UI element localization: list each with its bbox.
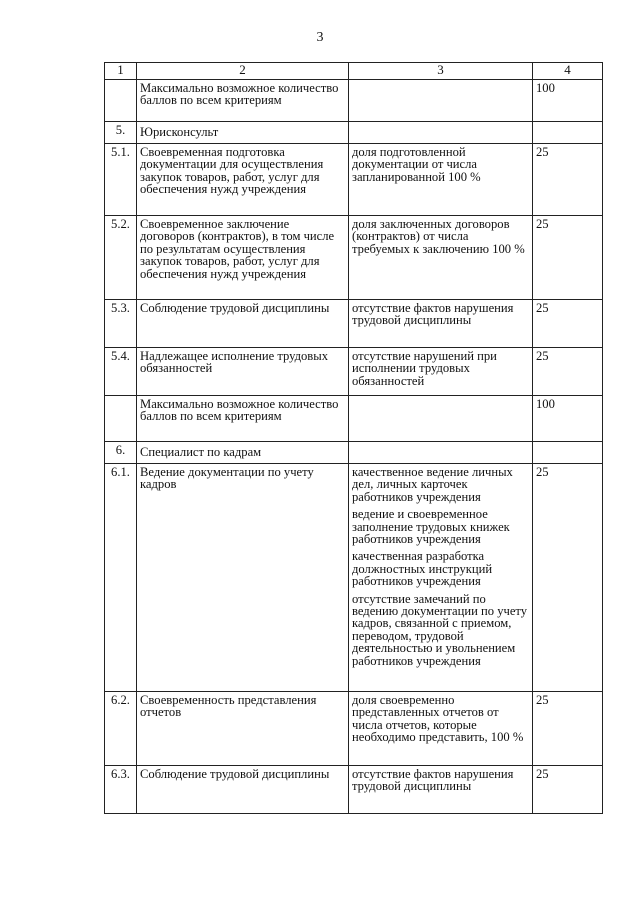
table-row xyxy=(105,442,603,464)
table-row xyxy=(105,766,603,814)
table-row xyxy=(105,144,603,216)
row-score: 25 xyxy=(533,766,603,814)
row-score: 100 xyxy=(533,80,603,122)
criterion-text: отсутствие замечаний по ведению документации по учету кадров, связанной с приемом, переводом, трудовой деятельностью и увольнением работников учреждения xyxy=(352,591,528,668)
page-number: 3 xyxy=(316,30,324,45)
row-indicator: Своевременное заключение договоров (контрактов), в том числе по результатам осуществления закупок товаров, работ, услуг для обеспечения нужд учреждения xyxy=(137,216,349,300)
row-score xyxy=(533,122,603,144)
row-criteria xyxy=(349,122,533,144)
criterion-text: качественное ведение личных дел, личных карточек работников учреждения xyxy=(352,465,513,504)
row-number: 6.2. xyxy=(105,692,137,766)
row-score: 25 xyxy=(533,348,603,396)
row-indicator: Максимально возможное количество баллов по всем критериям xyxy=(137,396,349,442)
row-score xyxy=(533,442,603,464)
row-criteria xyxy=(349,144,533,216)
row-indicator: Соблюдение трудовой дисциплины xyxy=(137,766,349,814)
table-row xyxy=(105,216,603,300)
row-criteria xyxy=(349,216,533,300)
row-indicator: Своевременность представления отчетов xyxy=(137,692,349,766)
row-score: 25 xyxy=(533,300,603,348)
row-criteria xyxy=(349,464,533,692)
row-criteria xyxy=(349,300,533,348)
row-indicator: Максимально возможное количество баллов по всем критериям xyxy=(137,80,349,122)
row-number xyxy=(105,80,137,122)
table-header-row xyxy=(105,63,603,80)
criterion-text: отсутствие фактов нарушения трудовой дисциплины xyxy=(352,301,514,328)
row-indicator: Надлежащее исполнение трудовых обязанностей xyxy=(137,348,349,396)
criterion-text: отсутствие нарушений при исполнении трудовых обязанностей xyxy=(352,349,497,388)
row-indicator: Своевременная подготовка документации для осуществления закупок товаров, работ, услуг для обеспечения нужд учреждения xyxy=(137,144,349,216)
criterion-text: качественная разработка должностных инструкций работников учреждения xyxy=(352,549,493,589)
table-row xyxy=(105,122,603,144)
row-criteria xyxy=(349,348,533,396)
table-row xyxy=(105,396,603,442)
row-criteria xyxy=(349,396,533,442)
row-criteria xyxy=(349,766,533,814)
criterion-text: отсутствие фактов нарушения трудовой дисциплины xyxy=(352,767,514,794)
criterion-text: доля подготовленной документации от числа запланированной 100 % xyxy=(352,145,481,184)
criterion-text: доля своевременно представленных отчетов от числа отчетов, которые необходимо представить, 100 % xyxy=(352,693,524,745)
row-indicator: Ведение документации по учету кадров xyxy=(137,464,349,692)
table-row xyxy=(105,348,603,396)
row-score: 25 xyxy=(533,692,603,766)
row-number: 5.3. xyxy=(105,300,137,348)
criterion-text: ведение и своевременное заполнение трудовых книжек работников учреждения xyxy=(352,507,510,547)
header-cell: 2 xyxy=(137,63,349,80)
row-number: 5.2. xyxy=(105,216,137,300)
row-criteria xyxy=(349,442,533,464)
row-score: 25 xyxy=(533,144,603,216)
row-indicator: Специалист по кадрам xyxy=(137,442,349,464)
row-number: 6.1. xyxy=(105,464,137,692)
row-number: 6.3. xyxy=(105,766,137,814)
row-score: 25 xyxy=(533,216,603,300)
row-number: 5.4. xyxy=(105,348,137,396)
row-number xyxy=(105,396,137,442)
row-number: 6. xyxy=(105,442,137,464)
row-criteria xyxy=(349,692,533,766)
row-number: 5.1. xyxy=(105,144,137,216)
header-cell: 1 xyxy=(105,63,137,80)
header-cell: 4 xyxy=(533,63,603,80)
row-score: 100 xyxy=(533,396,603,442)
table-row xyxy=(105,464,603,692)
criteria-table xyxy=(104,62,603,814)
table-row xyxy=(105,692,603,766)
criterion-text: доля заключенных договоров (контрактов) от числа требуемых к заключению 100 % xyxy=(352,217,525,256)
header-cell: 3 xyxy=(349,63,533,80)
row-score: 25 xyxy=(533,464,603,692)
row-number: 5. xyxy=(105,122,137,144)
row-indicator: Юрисконсульт xyxy=(137,122,349,144)
row-indicator: Соблюдение трудовой дисциплины xyxy=(137,300,349,348)
table-row xyxy=(105,80,603,122)
row-criteria xyxy=(349,80,533,122)
table-row xyxy=(105,300,603,348)
